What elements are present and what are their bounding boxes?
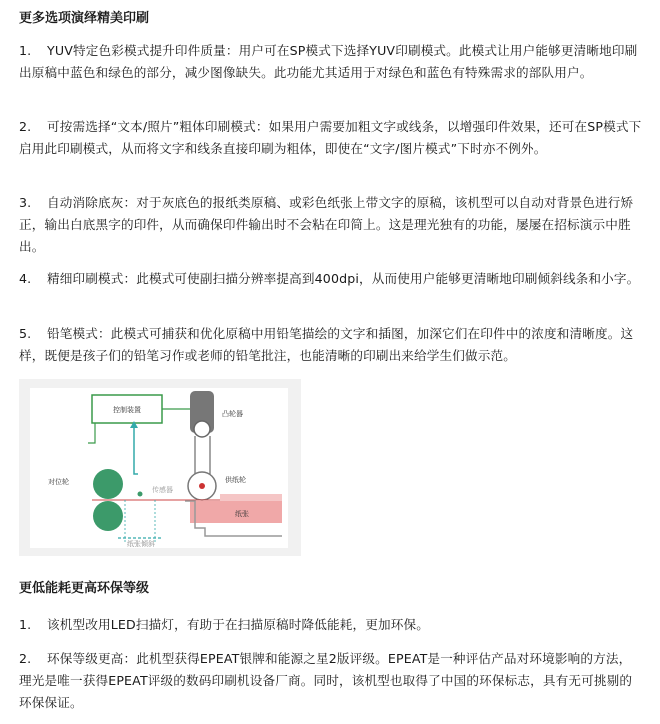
sensor-label: 传感器 [152, 486, 173, 494]
cam-wheel [194, 421, 210, 437]
list-item [19, 648, 644, 714]
list-number: 1. [19, 617, 32, 632]
list-item [19, 116, 644, 160]
skew-label: 纸张倾斜 [127, 540, 155, 548]
list-text: YUV特定色彩模式提升印件质量：用户可在SP模式下选择YUV印刷模式。此模式让用户能够更清晰地印刷出原稿中蓝色和绿色的部分，减少图像缺失。此功能尤其适用于对绿色和蓝色有特殊需求的部队用户。 [19, 43, 638, 80]
section-title-energy: 更低能耗更高环保等级 [19, 581, 150, 596]
list-text: 可按需选择“文本/照片”粗体印刷模式：如果用户需要加粗文字或线条，以增强印件效果，还可在SP模式下启用此印刷模式，从而将文字和线条直接印刷为粗体，即使在“文字/图片模式”下时亦不例外。 [19, 119, 642, 156]
list-item [19, 614, 644, 636]
list-number: 2. [19, 119, 32, 134]
list-text: 环保等级更高：此机型获得EPEAT银牌和能源之星2版评级。EPEAT是一种评估产品对环境影响的方法，理光是唯一获得EPEAT评级的数码印刷机设备厂商。同时，该机型也取得了中国的环保标志，具有无可挑剔的环保保证。 [19, 651, 633, 710]
control-label: 控制装置 [113, 406, 141, 414]
sensor-dot [138, 492, 143, 497]
list-text: 自动消除底灰：对于灰底色的报纸类原稿、或彩色纸张上带文字的原稿，该机型可以自动对背景色进行矫正，输出白底黑字的印件，从而确保印件输出时不会粘在印简上。这是理光独有的功能，屡屡在招标演示中胜出。 [19, 195, 634, 254]
paper-label: 纸张 [235, 510, 249, 518]
list-item [19, 40, 644, 84]
diagram-svg [30, 388, 288, 548]
list-text: 精细印刷模式：此模式可使副扫描分辨率提高到400dpi，从而使用户能够更清晰地印刷倾斜线条和小字。 [47, 271, 640, 286]
section-title-print-options: 更多选项演绎精美印刷 [19, 11, 150, 26]
connector-line [88, 423, 95, 443]
list-number: 1. [19, 43, 32, 58]
list-number: 3. [19, 195, 32, 210]
list-item [19, 268, 644, 290]
list-text: 该机型改用LED扫描灯，有助于在扫描原稿时降低能耗，更加环保。 [47, 617, 429, 632]
sensor-line [134, 423, 138, 474]
list-text: 铅笔模式：此模式可捕获和优化原稿中用铅笔描绘的文字和插图，加深它们在印件中的浓度和清晰度。这样，既便是孩子们的铅笔习作或老师的铅笔批注，也能清晰的印刷出来给学生们做示范。 [19, 326, 634, 363]
cam-label: 凸轮器 [222, 410, 243, 418]
list-item [19, 323, 644, 367]
list-number: 2. [19, 651, 32, 666]
feed-roller-top [93, 469, 123, 499]
paper-sheet-edge [220, 494, 282, 501]
supply-roller-label: 供纸轮 [225, 476, 246, 484]
paper-skew-diagram [19, 379, 301, 556]
feed-roller-bottom [93, 501, 123, 531]
list-item [19, 192, 644, 258]
roller-hub [199, 483, 205, 489]
feed-roller-label: 对位轮 [48, 478, 69, 486]
list-number: 5. [19, 326, 32, 341]
list-number: 4. [19, 271, 32, 286]
